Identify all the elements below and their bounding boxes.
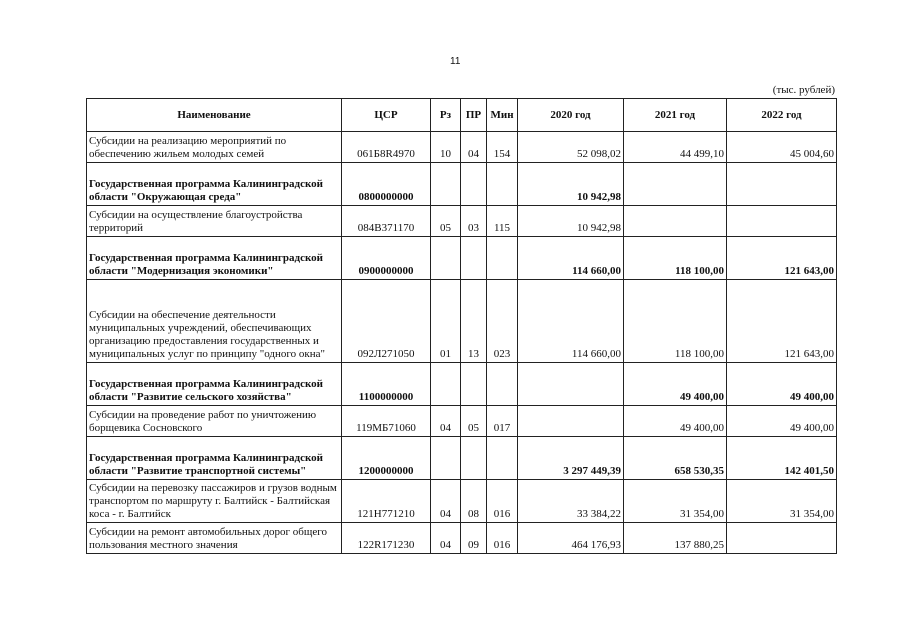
- row-csr: 084В371170: [342, 206, 431, 237]
- row-csr: 122R171230: [342, 523, 431, 554]
- page-number: 11: [450, 56, 461, 67]
- row-csr: 061Б8R4970: [342, 132, 431, 163]
- row-2020: 3 297 449,39: [518, 437, 624, 480]
- row-pr: 04: [461, 132, 487, 163]
- row-rz: 04: [431, 406, 461, 437]
- row-2022: 49 400,00: [727, 363, 837, 406]
- row-rz: [431, 163, 461, 206]
- row-csr: 1200000000: [342, 437, 431, 480]
- row-2022: 121 643,00: [727, 280, 837, 363]
- row-pr: 03: [461, 206, 487, 237]
- row-csr: 1100000000: [342, 363, 431, 406]
- program-row: [87, 363, 837, 406]
- row-csr: 119МБ71060: [342, 406, 431, 437]
- row-pr: [461, 237, 487, 280]
- header-csr: ЦСР: [342, 99, 431, 132]
- row-rz: 10: [431, 132, 461, 163]
- row-csr: 0900000000: [342, 237, 431, 280]
- row-2022: 49 400,00: [727, 406, 837, 437]
- table-row: [87, 206, 837, 237]
- row-rz: 04: [431, 480, 461, 523]
- row-min: 115: [487, 206, 518, 237]
- budget-table: [86, 98, 837, 554]
- row-csr: 092Л271050: [342, 280, 431, 363]
- table-row: [87, 480, 837, 523]
- row-name: Субсидии на ремонт автомобильных дорог общего пользования местного значения: [87, 523, 342, 554]
- row-pr: 13: [461, 280, 487, 363]
- header-min: Мин: [487, 99, 518, 132]
- row-2021: 31 354,00: [624, 480, 727, 523]
- row-2022: [727, 163, 837, 206]
- row-name: Государственная программа Калининградской области "Развитие транспортной системы": [87, 437, 342, 480]
- row-rz: [431, 437, 461, 480]
- row-min: 016: [487, 523, 518, 554]
- row-2022: 121 643,00: [727, 237, 837, 280]
- row-2020: 10 942,98: [518, 206, 624, 237]
- header-rz: Рз: [431, 99, 461, 132]
- row-rz: 01: [431, 280, 461, 363]
- row-2020: 114 660,00: [518, 237, 624, 280]
- row-2020: [518, 363, 624, 406]
- row-min: 016: [487, 480, 518, 523]
- table-header-row: [87, 99, 837, 132]
- row-min: 154: [487, 132, 518, 163]
- row-min: [487, 237, 518, 280]
- row-name: Субсидии на обеспечение деятельности муниципальных учреждений, обеспечивающих организацию предоставления государственных и муниципальных услуг по принципу "одного окна": [87, 280, 342, 363]
- header-pr: ПР: [461, 99, 487, 132]
- header-2020: 2020 год: [518, 99, 624, 132]
- row-rz: [431, 363, 461, 406]
- row-2021: [624, 163, 727, 206]
- row-name: Государственная программа Калининградской области "Окружающая среда": [87, 163, 342, 206]
- row-pr: [461, 363, 487, 406]
- row-2020: [518, 406, 624, 437]
- row-rz: 04: [431, 523, 461, 554]
- program-row: [87, 163, 837, 206]
- program-row: [87, 237, 837, 280]
- table-row: [87, 132, 837, 163]
- row-2020: 114 660,00: [518, 280, 624, 363]
- row-name: Субсидии на осуществление благоустройства территорий: [87, 206, 342, 237]
- row-csr: 0800000000: [342, 163, 431, 206]
- row-2021: 49 400,00: [624, 406, 727, 437]
- row-pr: 09: [461, 523, 487, 554]
- row-2021: 44 499,10: [624, 132, 727, 163]
- row-2021: 658 530,35: [624, 437, 727, 480]
- header-name: Наименование: [87, 99, 342, 132]
- row-2020: 52 098,02: [518, 132, 624, 163]
- table-row: [87, 406, 837, 437]
- row-csr: 121Н771210: [342, 480, 431, 523]
- row-pr: 05: [461, 406, 487, 437]
- row-pr: [461, 163, 487, 206]
- row-pr: [461, 437, 487, 480]
- row-2022: [727, 206, 837, 237]
- row-rz: 05: [431, 206, 461, 237]
- row-2020: 10 942,98: [518, 163, 624, 206]
- row-2022: 45 004,60: [727, 132, 837, 163]
- table-row: [87, 523, 837, 554]
- row-2020: 464 176,93: [518, 523, 624, 554]
- row-min: [487, 363, 518, 406]
- row-2022: 31 354,00: [727, 480, 837, 523]
- row-2022: 142 401,50: [727, 437, 837, 480]
- row-2022: [727, 523, 837, 554]
- row-pr: 08: [461, 480, 487, 523]
- row-2021: [624, 206, 727, 237]
- program-row: [87, 437, 837, 480]
- row-name: Государственная программа Калининградской области "Модернизация экономики": [87, 237, 342, 280]
- row-rz: [431, 237, 461, 280]
- row-2020: 33 384,22: [518, 480, 624, 523]
- row-name: Субсидии на реализацию мероприятий по обеспечению жильем молодых семей: [87, 132, 342, 163]
- row-2021: 118 100,00: [624, 280, 727, 363]
- row-2021: 49 400,00: [624, 363, 727, 406]
- row-name: Государственная программа Калининградской области "Развитие сельского хозяйства": [87, 363, 342, 406]
- row-name: Субсидии на проведение работ по уничтожению борщевика Сосновского: [87, 406, 342, 437]
- row-name: Субсидии на перевозку пассажиров и грузов водным транспортом по маршруту г. Балтийск - Балтийская коса - г. Балтийск: [87, 480, 342, 523]
- row-2021: 118 100,00: [624, 237, 727, 280]
- row-min: 023: [487, 280, 518, 363]
- units-label: (тыс. рублей): [772, 84, 835, 96]
- header-2022: 2022 год: [727, 99, 837, 132]
- row-min: [487, 437, 518, 480]
- row-min: [487, 163, 518, 206]
- header-2021: 2021 год: [624, 99, 727, 132]
- row-min: 017: [487, 406, 518, 437]
- row-2021: 137 880,25: [624, 523, 727, 554]
- table-row: [87, 280, 837, 363]
